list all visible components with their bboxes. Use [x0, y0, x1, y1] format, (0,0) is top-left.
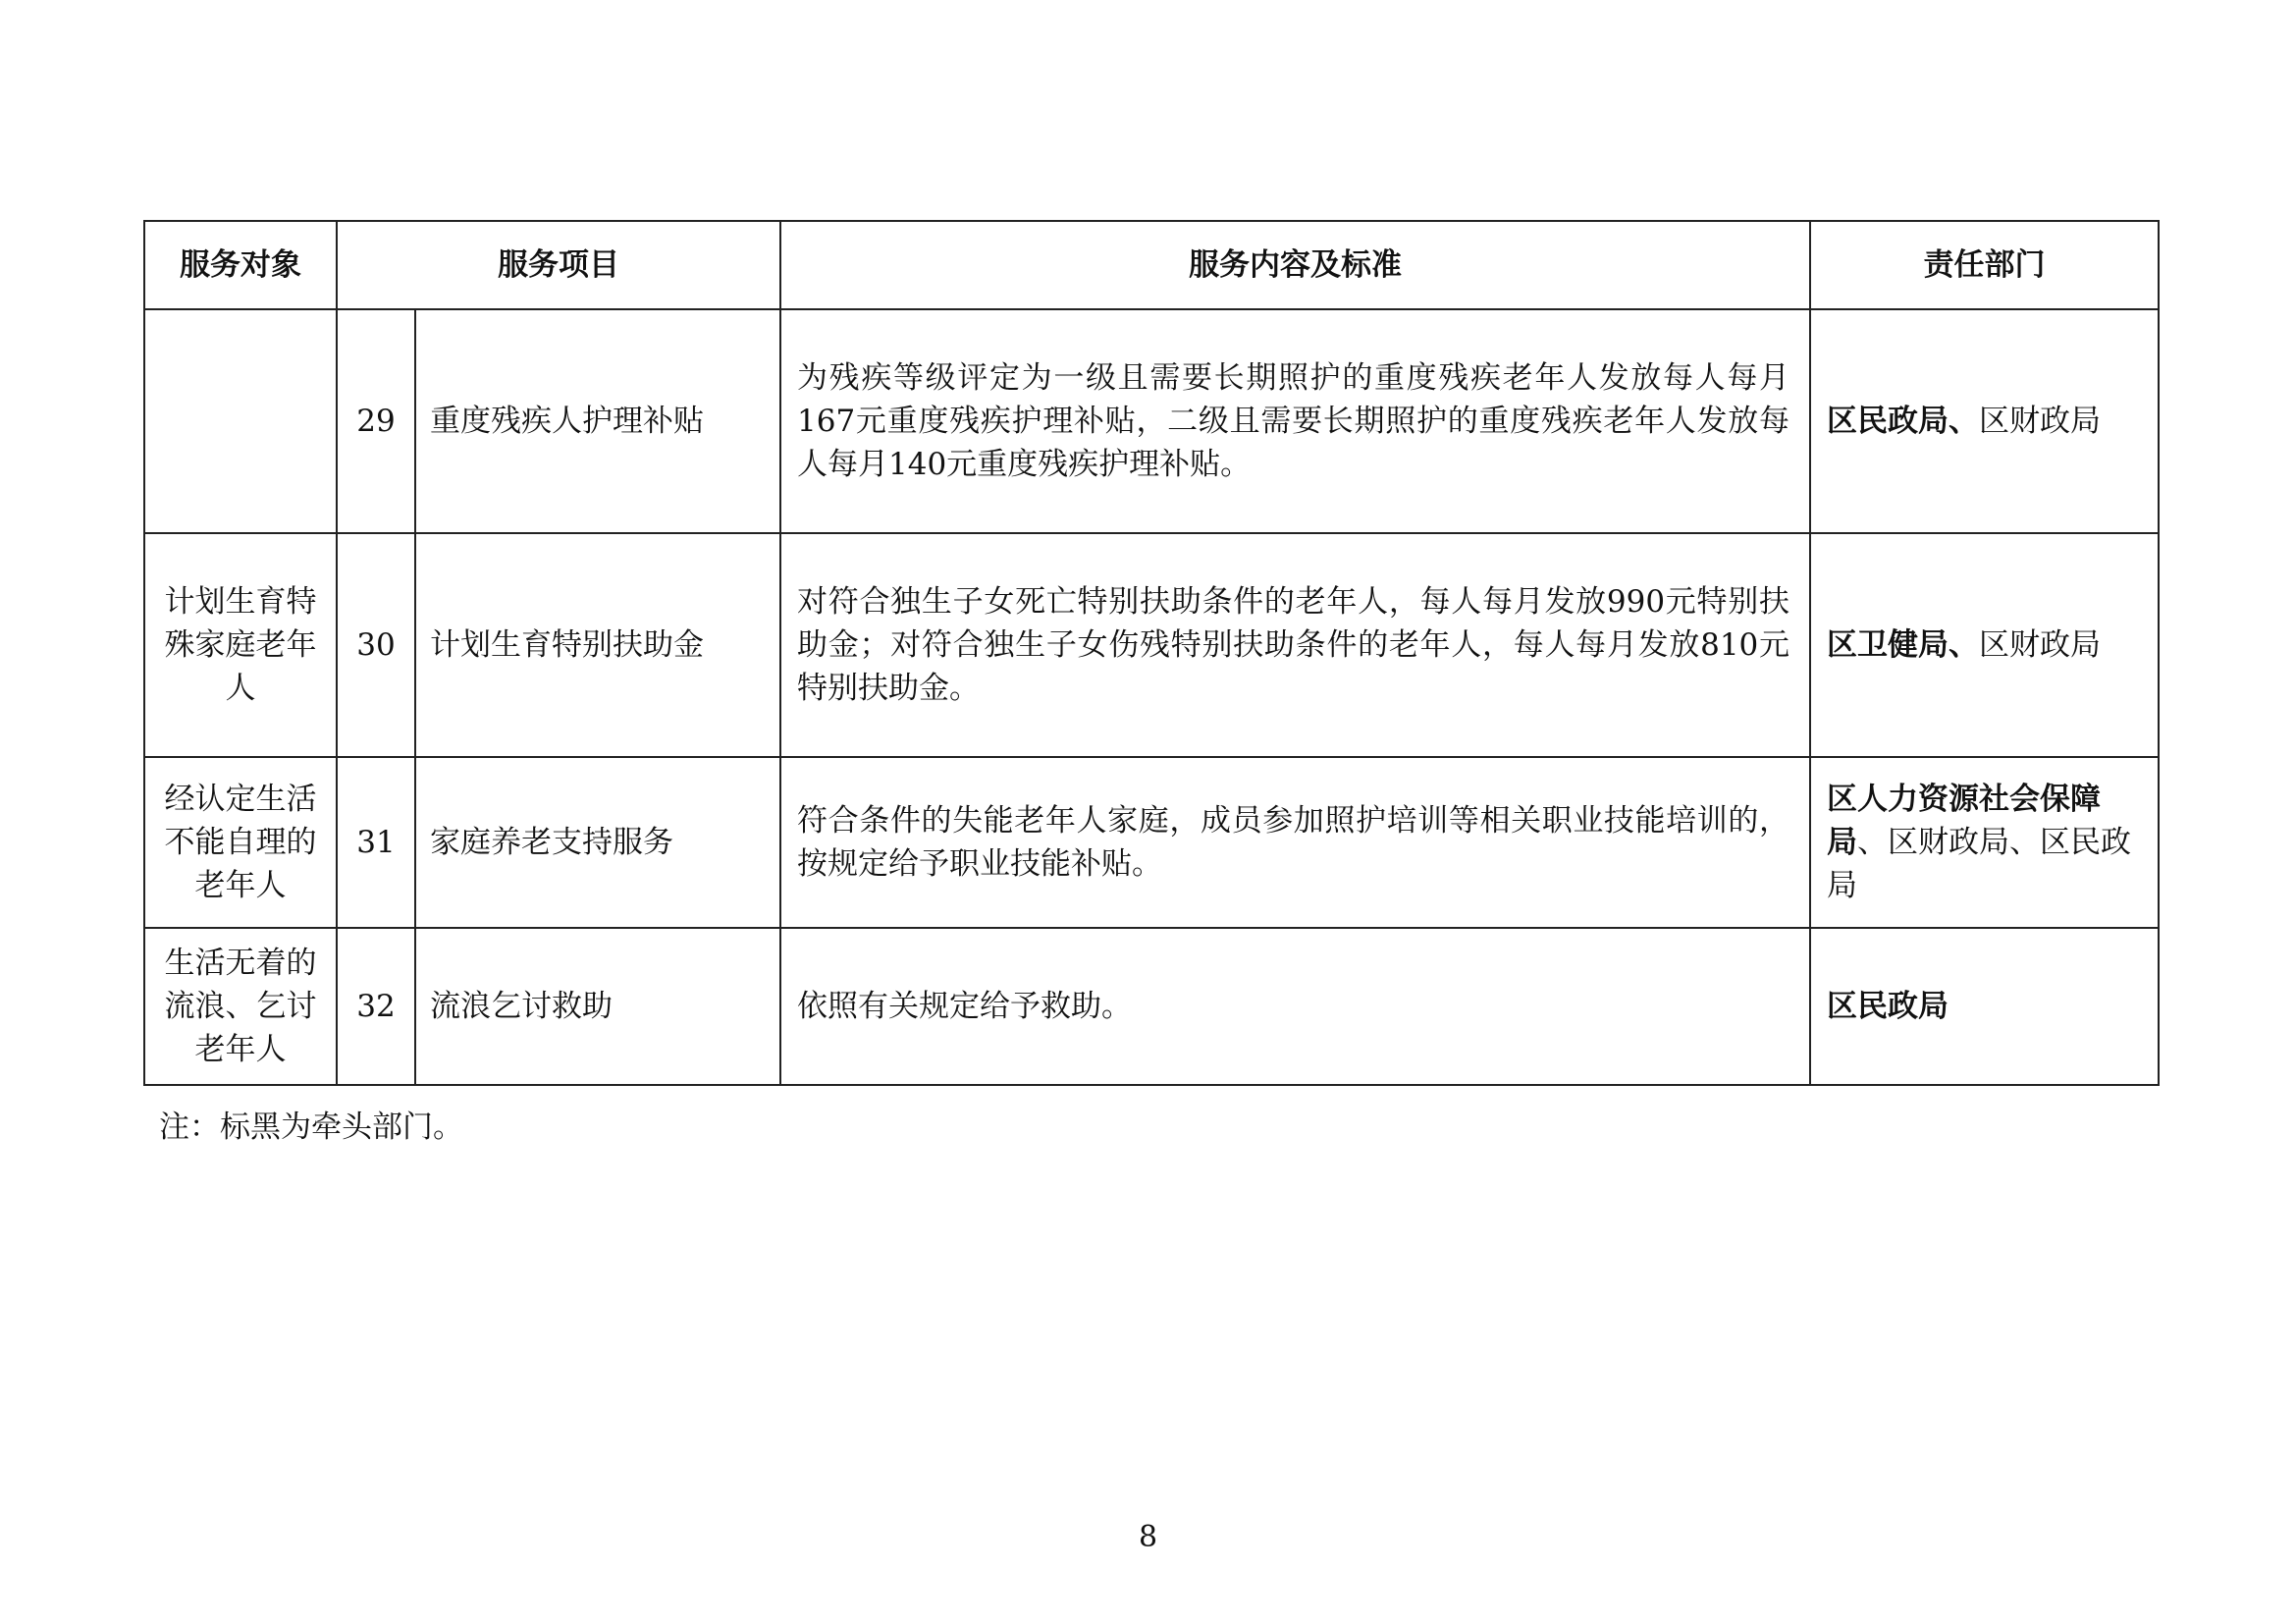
lead-department: 区民政局、: [1827, 404, 1979, 439]
row-department: [1810, 309, 2159, 533]
row-target: 经认定生活不能自理的老年人: [144, 757, 337, 928]
row-target: [144, 309, 337, 533]
row-department: [1810, 533, 2159, 757]
row-item: 计划生育特别扶助金: [415, 533, 780, 757]
other-department: 、区财政局、区民政局: [1827, 825, 2131, 903]
row-content: 依照有关规定给予救助。: [780, 928, 1810, 1085]
lead-department: 区人力资源社会保障局: [1827, 782, 2101, 860]
lead-department: 区民政局: [1827, 989, 1949, 1024]
table-row: [144, 309, 2159, 533]
row-target: 生活无着的流浪、乞讨老年人: [144, 928, 337, 1085]
row-item: 家庭养老支持服务: [415, 757, 780, 928]
table-row: [144, 928, 2159, 1085]
footnote: 注：标黑为牵头部门。: [159, 1110, 463, 1145]
row-number: 29: [337, 309, 415, 533]
header-item: 服务项目: [337, 221, 780, 309]
header-target: 服务对象: [144, 221, 337, 309]
row-number: 30: [337, 533, 415, 757]
row-number: 32: [337, 928, 415, 1085]
row-item: 流浪乞讨救助: [415, 928, 780, 1085]
row-content: 对符合独生子女死亡特别扶助条件的老年人，每人每月发放990元特别扶助金；对符合独生子女伤残特别扶助条件的老年人，每人每月发放810元特别扶助金。: [780, 533, 1810, 757]
row-target: 计划生育特殊家庭老年人: [144, 533, 337, 757]
row-department: [1810, 757, 2159, 928]
row-content: 为残疾等级评定为一级且需要长期照护的重度残疾老年人发放每人每月167元重度残疾护理补贴，二级且需要长期照护的重度残疾老年人发放每人每月140元重度残疾护理补贴。: [780, 309, 1810, 533]
table-row: [144, 757, 2159, 928]
table-row: [144, 533, 2159, 757]
service-table: [143, 220, 2160, 1086]
row-department: [1810, 928, 2159, 1085]
table-header-row: [144, 221, 2159, 309]
row-number: 31: [337, 757, 415, 928]
row-content: 符合条件的失能老年人家庭，成员参加照护培训等相关职业技能培训的，按规定给予职业技能补贴。: [780, 757, 1810, 928]
row-item: 重度残疾人护理补贴: [415, 309, 780, 533]
header-department: 责任部门: [1810, 221, 2159, 309]
lead-department: 区卫健局、: [1827, 627, 1979, 663]
other-department: 区财政局: [1979, 404, 2101, 439]
other-department: 区财政局: [1979, 627, 2101, 663]
page-number: 8: [1138, 1520, 1158, 1554]
header-content: 服务内容及标准: [780, 221, 1810, 309]
